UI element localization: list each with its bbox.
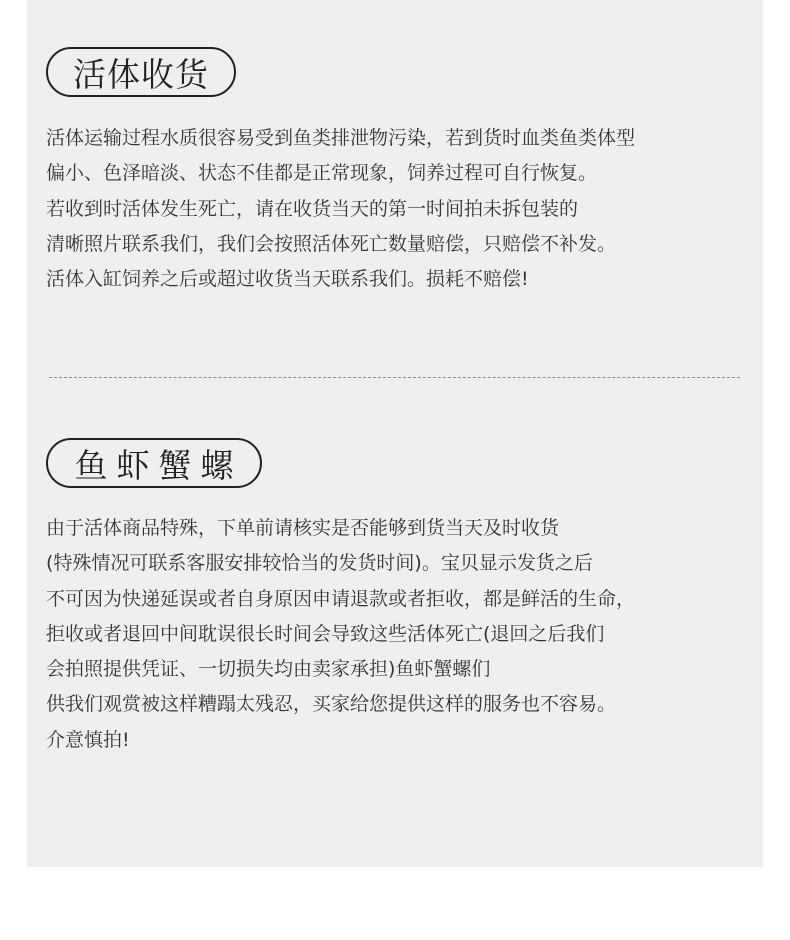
dashed-divider <box>49 377 740 378</box>
paragraph-line: 活体入缸饲养之后或超过收货当天联系我们。损耗不赔偿! <box>46 268 529 291</box>
paragraph-line: 拒收或者退回中间耽误很长时间会导致这些活体死亡(退回之后我们 <box>46 622 605 645</box>
paragraph-line: (特殊情况可联系客服安排较恰当的发货时间)。宝贝显示发货之后 <box>46 552 593 575</box>
seafood-paragraph <box>46 511 635 758</box>
paragraph-line: 清晰照片联系我们，我们会按照活体死亡数量赔偿，只赔偿不补发。 <box>46 232 617 255</box>
paragraph-line: 偏小、色泽暗淡、状态不佳都是正常现象，饲养过程可自行恢复。 <box>46 162 598 185</box>
paragraph-line: 介意慎拍! <box>46 728 130 751</box>
paragraph-line: 会拍照提供凭证、一切损失均由卖家承担)鱼虾蟹螺们 <box>46 658 491 681</box>
section-title-live-receipt <box>46 47 236 97</box>
section-title-text: 鱼虾蟹螺 <box>74 445 243 485</box>
section-title-seafood <box>46 438 262 488</box>
paragraph-line: 供我们观赏被这样糟蹋太残忍，买家给您提供这样的服务也不容易。 <box>46 693 617 716</box>
paragraph-line: 若收到时活体发生死亡，请在收货当天的第一时间拍未拆包装的 <box>46 197 579 220</box>
section-title-text: 活体收货 <box>73 54 209 94</box>
paragraph-line: 由于活体商品特殊，下单前请核实是否能够到货当天及时收货 <box>46 517 560 539</box>
paragraph-line: 不可因为快递延误或者自身原因申请退款或者拒收，都是鲜活的生命， <box>46 587 636 610</box>
paragraph-line: 活体运输过程水质很容易受到鱼类排泄物污染，若到货时血类鱼类体型 <box>46 127 636 149</box>
live-receipt-paragraph <box>46 121 635 297</box>
